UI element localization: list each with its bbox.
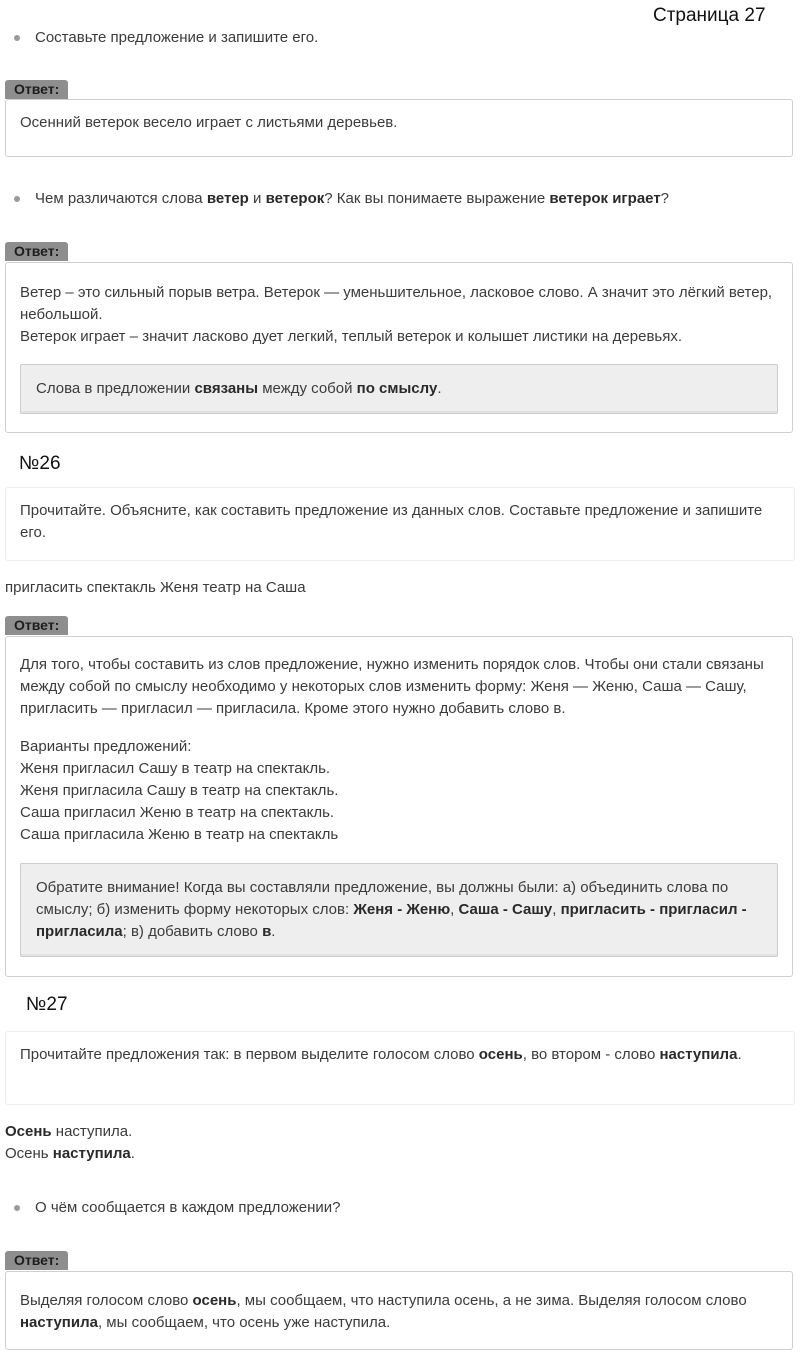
- example-sentence: Осень наступила.: [5, 1123, 133, 1140]
- question-text: Составьте предложение и запишите его.: [35, 29, 319, 46]
- note-box: Слова в предложении связаны между собой по смыслу.: [20, 364, 778, 414]
- answer-text: Ветерок играет – значит ласково дует легкий, теплый ветерок и колышет листики на деревьях.: [20, 328, 683, 345]
- answer-box: [5, 1271, 793, 1350]
- task-number: №27: [26, 994, 68, 1015]
- answer-label: Ответ:: [5, 1251, 68, 1270]
- answer-text: Ветер – это сильный порыв ветра. Ветерок — уменьшительное, ласковое слово. А значит это лёгкий ветер, небольшой.: [20, 284, 773, 323]
- task-number: №26: [19, 453, 61, 474]
- bullet-icon: [14, 35, 20, 41]
- variant-item: Женя пригласил Сашу в театр на спектакль.: [20, 760, 331, 777]
- question-text: Чем различаются слова ветер и ветерок? Как вы понимаете выражение ветерок играет?: [35, 190, 670, 207]
- variant-item: Женя пригласила Сашу в театр на спектакль.: [20, 782, 339, 799]
- bullet-icon: [14, 196, 20, 202]
- variant-item: Саша пригласил Женю в театр на спектакль.: [20, 804, 335, 821]
- page-number: Страница 27: [653, 5, 766, 26]
- task-box: [5, 1031, 795, 1105]
- variant-item: Саша пригласила Женю в театр на спектакль: [20, 826, 339, 843]
- question-text: О чём сообщается в каждом предложении?: [35, 1199, 341, 1216]
- bullet-icon: [14, 1205, 20, 1211]
- answer-box: [5, 99, 793, 157]
- answer-text: Для того, чтобы составить из слов предложение, нужно изменить порядок слов. Чтобы они стали связаны между собой по смыслу необходимо у некоторых слов изменить форму: Женя — Женю, Саша — Сашу, пригласить — пригласил — пригласила. Кроме этого нужно добавить слово в.: [20, 656, 764, 717]
- task-instruction: Прочитайте. Объясните, как составить предложение из данных слов. Составьте предложение и запишите его.: [20, 502, 763, 541]
- answer-label: Ответ:: [5, 80, 68, 99]
- answer-box: [5, 636, 793, 977]
- answer-text: Выделяя голосом слово осень, мы сообщаем, что наступила осень, а не зима. Выделяя голосом слово наступила, мы сообщаем, что осень уже наступила.: [20, 1292, 747, 1331]
- task-box: [5, 487, 795, 561]
- answer-label: Ответ:: [5, 616, 68, 635]
- answer-text: Осенний ветерок весело играет с листьями деревьев.: [20, 114, 398, 131]
- answer-label: Ответ:: [5, 242, 68, 261]
- answer-box: [5, 262, 793, 433]
- word-list: пригласить спектакль Женя театр на Саша: [5, 579, 306, 596]
- variants-title: Варианты предложений:: [20, 738, 192, 755]
- example-sentence: Осень наступила.: [5, 1145, 135, 1162]
- note-box: Обратите внимание! Когда вы составляли предложение, вы должны были: а) объединить слова по смыслу; б) изменить форму некоторых слов: Женя - Женю, Саша - Сашу, пригласить - пригласил - пригласила; в) добавить слово в.: [20, 863, 778, 957]
- task-instruction: Прочитайте предложения так: в первом выделите голосом слово осень, во втором - слово наступила.: [20, 1046, 742, 1063]
